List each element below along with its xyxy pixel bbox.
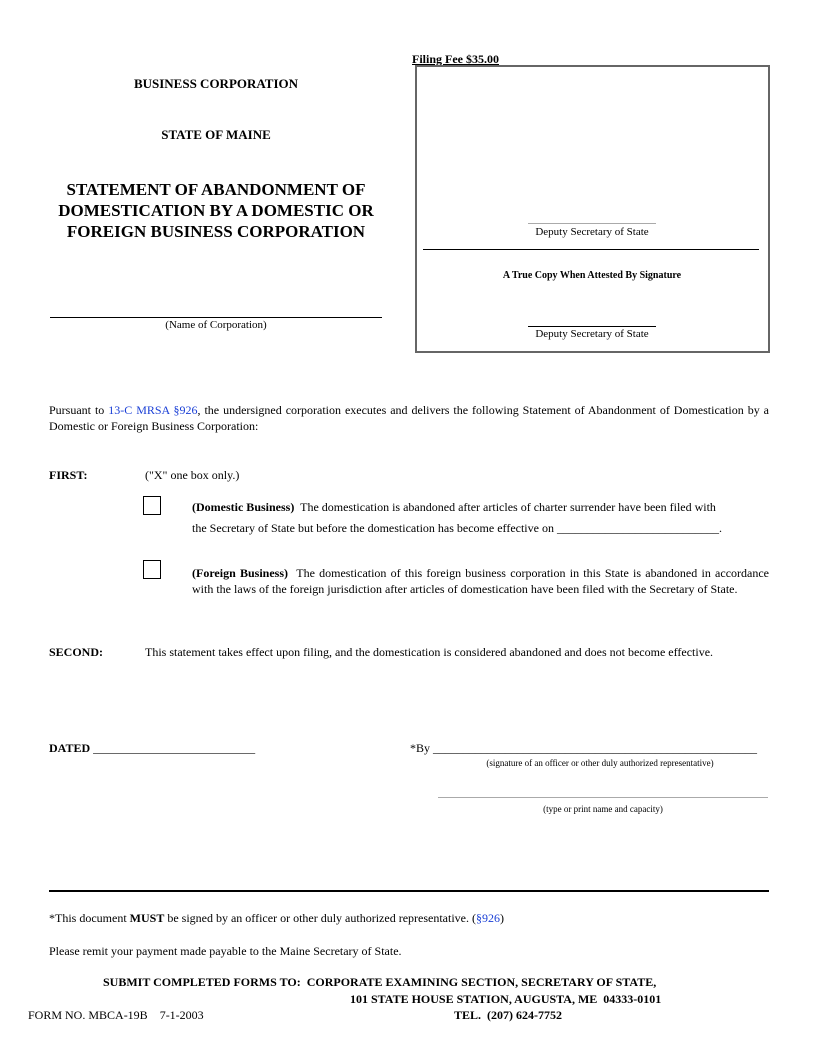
note-text: *This document [49,911,130,925]
by-label: *By [410,741,431,755]
intro-paragraph [49,402,769,434]
title-line: FOREIGN BUSINESS CORPORATION [66,222,366,241]
foreign-business-checkbox[interactable] [143,560,161,579]
domestic-option-text [192,500,716,515]
domestic-option-text2: the Secretary of State but before the domestication has become effective on ___________________________. [192,521,722,535]
filing-stamp-box [415,65,770,353]
signature-note [49,911,504,926]
intro-text: , the undersigned corporation executes and delivers the following Statement of Abandonment of Domestication by a Domestic or Foreign Business Corporation: [49,403,769,433]
deputy-label: Deputy Secretary of State [535,226,649,238]
first-label: FIRST: [49,468,88,482]
submit-address-line2: 101 STATE HOUSE STATION, AUGUSTA, ME 04333-0101 [350,992,662,1006]
option-text: The domestication of this foreign business corporation in this State is abandoned in accordance with the laws of the foreign jurisdiction after articles of domestication have been filed with the Secretary of State. [192,566,772,596]
dated-label: DATED [49,741,91,755]
dated-blank: ___________________________ [93,741,256,755]
true-copy-label: A True Copy When Attested By Signature [502,270,682,281]
header-state: STATE OF MAINE [161,127,271,142]
statute-link[interactable]: §926 [476,911,500,925]
title-line: STATEMENT OF ABANDONMENT OF [66,180,366,199]
filing-fee: Filing Fee $35.00 [412,52,499,66]
note-emphasis: MUST [129,911,165,925]
telephone: TEL. (207) 624-7752 [454,1008,562,1022]
box-divider [423,249,759,250]
note-text: ) [500,911,504,925]
submit-address-line1: SUBMIT COMPLETED FORMS TO: CORPORATE EXAMINING SECTION, SECRETARY OF STATE, [103,975,657,989]
header-line1: BUSINESS CORPORATION [133,76,299,91]
dated-field[interactable] [49,741,255,756]
name-caption: (type or print name and capacity) [543,804,663,814]
corporation-name-label: (Name of Corporation) [165,319,267,331]
note-text: be signed by an officer or other duly authorized representative. ( [164,911,476,925]
signature-blank: ______________________________________________________ [433,741,758,755]
remit-note: Please remit your payment made payable to the Maine Secretary of State. [49,944,402,958]
corporation-name-input[interactable] [50,317,382,318]
deputy-label: Deputy Secretary of State [535,328,649,340]
signature-field[interactable] [410,741,757,756]
signature-caption: (signature of an officer or other duly authorized representative) [486,758,714,768]
domestic-business-checkbox[interactable] [143,496,161,515]
option-title: (Foreign Business) [192,566,289,580]
second-label: SECOND: [49,645,104,659]
intro-text: Pursuant to [49,403,109,417]
form-title [30,179,402,242]
form-number: FORM NO. MBCA-19B 7-1-2003 [28,1008,204,1022]
title-line: DOMESTICATION BY A DOMESTIC OR [58,201,374,220]
footer-divider [49,890,769,892]
statute-link[interactable]: 13-C MRSA §926 [108,403,198,417]
deputy-signature-line [528,326,656,327]
option-title: (Domestic Business) [192,500,295,514]
foreign-option-text [192,565,772,597]
printed-name-input[interactable] [438,797,768,798]
deputy-signature-line [528,223,656,224]
option-text: The domestication is abandoned after articles of charter surrender have been filed with [294,500,716,514]
first-instruction: ("X" one box only.) [145,468,240,482]
second-text: This statement takes effect upon filing, and the domestication is considered abandoned and does not become effective. [145,645,714,659]
